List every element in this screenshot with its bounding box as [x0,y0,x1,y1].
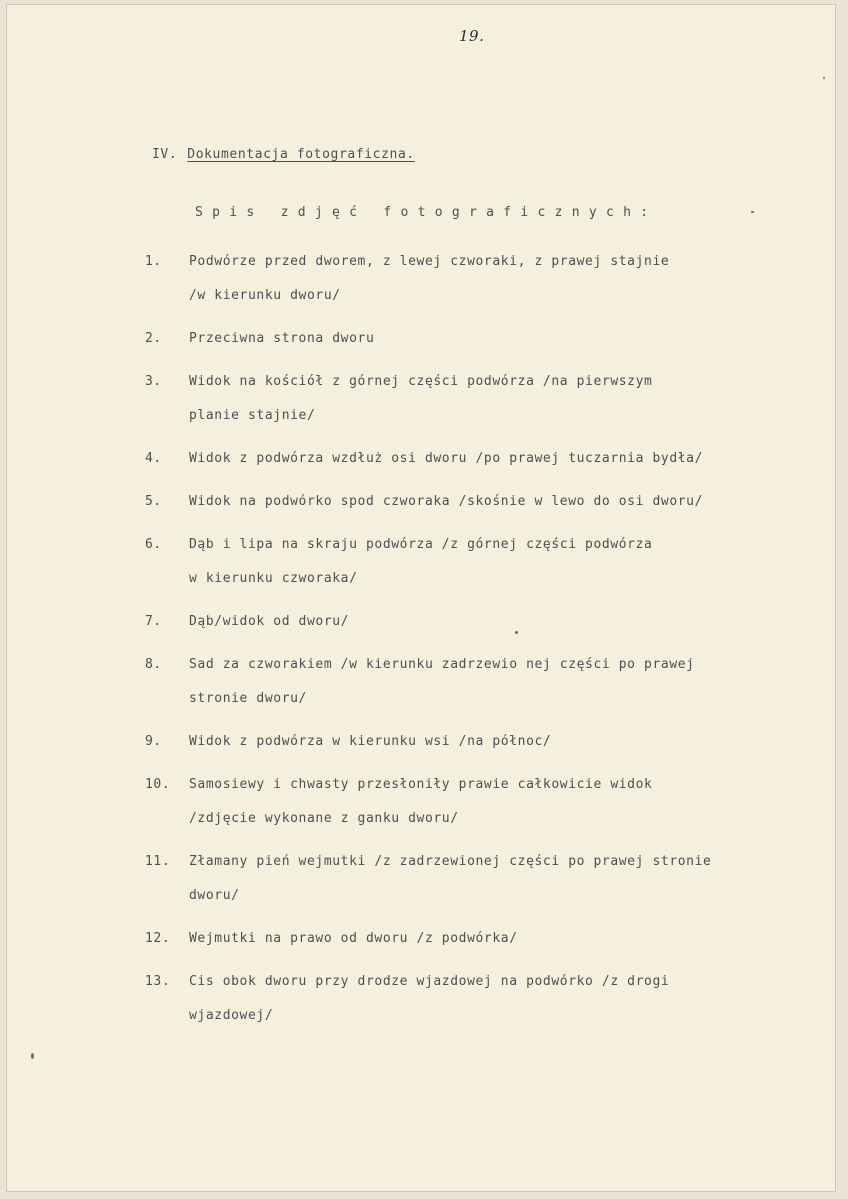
list-item [145,922,829,956]
paper-speck [751,211,754,213]
item-text [189,245,829,313]
list-item [145,768,829,836]
item-number: 9. [145,734,162,749]
item-text [189,442,829,476]
item-line: Widok z podwórza wzdłuż osi dworu /po prawej tuczarnia bydła/ [189,451,704,466]
item-line: Sad za czworakiem /w kierunku zadrzewio nej części po prawej [189,657,695,672]
item-line: Złamany pień wejmutki /z zadrzewionej części po prawej stronie [189,854,712,869]
item-number: 1. [145,254,162,269]
item-line: wjazdowej/ [189,1008,274,1023]
item-line: w kierunku czworaka/ [189,571,358,586]
item-text [189,365,829,433]
item-line: Podwórze przed dworem, z lewej czworaki, z prawej stajnie [189,254,670,269]
item-line: Widok z podwórza w kierunku wsi /na północ/ [189,734,552,749]
item-number: 11. [145,854,171,869]
item-line: /zdjęcie wykonane z ganku dworu/ [189,811,459,826]
item-number: 13. [145,974,171,989]
item-number: 10. [145,777,171,792]
item-text [189,528,829,596]
list-item [145,845,829,913]
item-text [189,922,829,956]
item-line: Widok na kościół z górnej części podwórza /na pierwszym [189,374,653,389]
item-number: 7. [145,614,162,629]
item-number: 3. [145,374,162,389]
item-line: Wejmutki na prawo od dworu /z podwórka/ [189,931,518,946]
list-item [145,245,829,313]
item-line: dworu/ [189,888,240,903]
section-heading [152,147,415,162]
item-text [189,648,829,716]
item-text [189,322,829,356]
item-number: 4. [145,451,162,466]
photo-list [145,245,829,1042]
item-line: /w kierunku dworu/ [189,288,341,303]
item-line: Dąb i lipa na skraju podwórza /z górnej części podwórza [189,537,653,552]
item-text [189,485,829,519]
list-item [145,528,829,596]
list-item [145,322,829,356]
page-number: 19. [459,27,485,45]
item-text [189,965,829,1033]
item-line: Przeciwna strona dworu [189,331,375,346]
paper-speck [515,631,518,634]
list-item [145,648,829,716]
item-number: 2. [145,331,162,346]
item-line: Dąb/widok od dworu/ [189,614,350,629]
paper-speck [823,77,825,79]
item-text [189,605,829,639]
item-line: Widok na podwórko spod czworaka /skośnie w lewo do osi dworu/ [189,494,704,509]
list-item [145,485,829,519]
item-text [189,725,829,759]
paper-speck [31,1053,34,1059]
list-item [145,965,829,1033]
item-text [189,845,829,913]
item-number: 6. [145,537,162,552]
list-item [145,365,829,433]
item-number: 5. [145,494,162,509]
item-number: 12. [145,931,171,946]
list-heading: Spis zdjęć fotograficznych: [195,205,658,220]
document-page [6,4,836,1192]
list-item [145,442,829,476]
item-line: stronie dworu/ [189,691,307,706]
section-number: IV. [152,147,178,162]
item-text [189,768,829,836]
item-line: Cis obok dworu przy drodze wjazdowej na podwórko /z drogi [189,974,670,989]
list-item [145,725,829,759]
list-item [145,605,829,639]
section-title: Dokumentacja fotograficzna. [187,147,415,162]
item-line: Samosiewy i chwasty przesłoniły prawie całkowicie widok [189,777,653,792]
item-line: planie stajnie/ [189,408,316,423]
item-number: 8. [145,657,162,672]
